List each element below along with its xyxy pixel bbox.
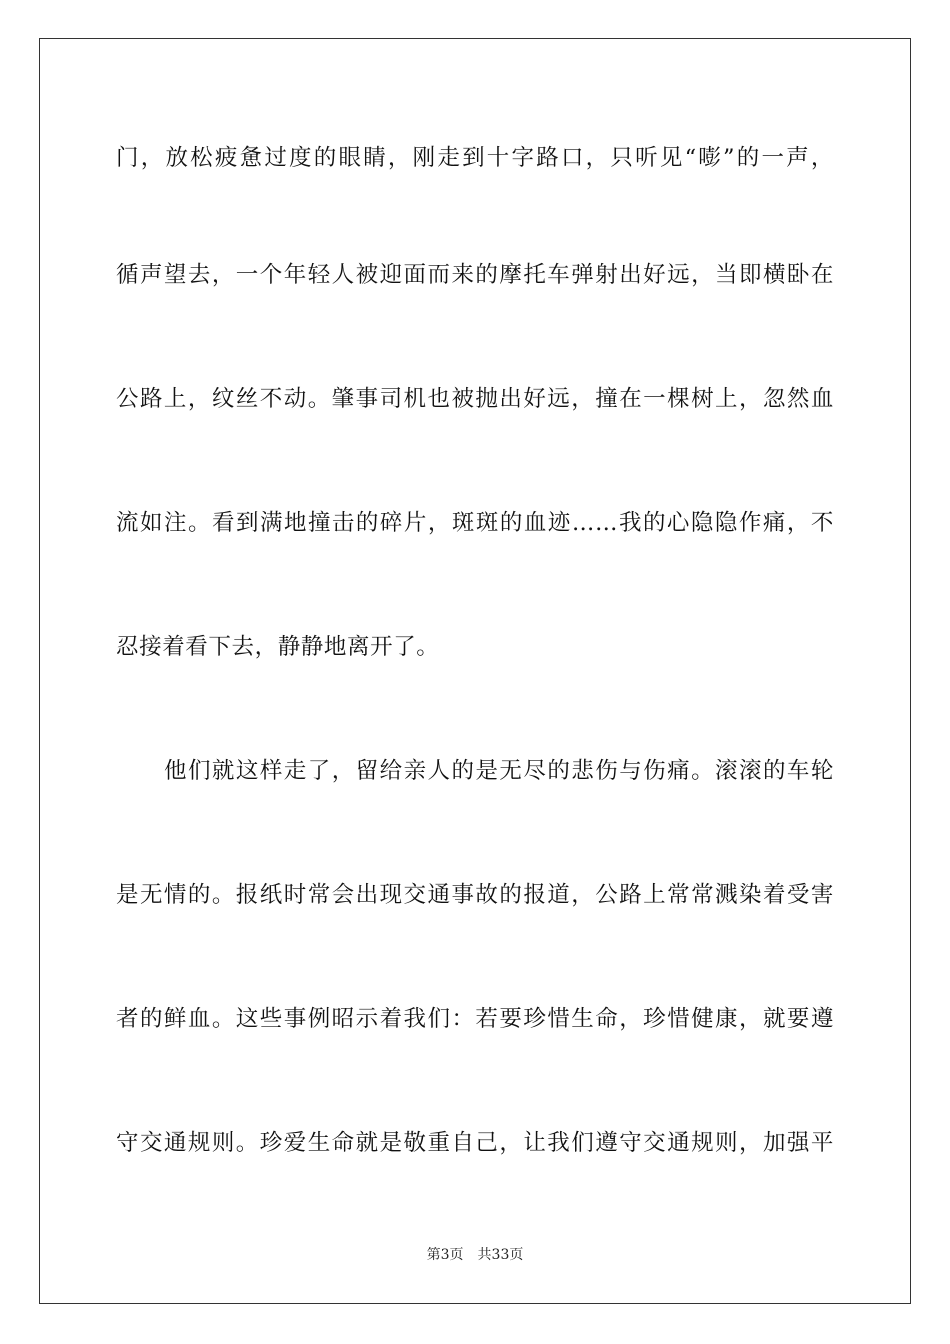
body-line-5: 忍接着看下去，静静地离开了。 bbox=[116, 634, 440, 660]
paragraph-2-line-4: 守交通规则。珍爱生命就是敬重自己，让我们遵守交通规则，加强平 bbox=[116, 1130, 834, 1156]
body-line-2: 循声望去，一个年轻人被迎面而来的摩托车弹射出好远，当即横卧在 bbox=[116, 262, 834, 288]
paragraph-2-line-2: 是无情的。报纸时常会出现交通事故的报道，公路上常常溅染着受害 bbox=[116, 882, 834, 908]
body-line-1: 门，放松疲惫过度的眼睛，刚走到十字路口，只听见“嘭”的一声， bbox=[116, 145, 834, 171]
body-line-4: 流如注。看到满地撞击的碎片，斑斑的血迹……我的心隐隐作痛，不 bbox=[116, 510, 834, 536]
page-frame bbox=[39, 38, 911, 1304]
paragraph-2-line-3: 者的鲜血。这些事例昭示着我们：若要珍惜生命，珍惜健康，就要遵 bbox=[116, 1006, 834, 1032]
body-line-3: 公路上，纹丝不动。肇事司机也被抛出好远，撞在一棵树上，忽然血 bbox=[116, 386, 834, 412]
page-number-footer: 第3页 共33页 bbox=[426, 1247, 524, 1263]
paragraph-2-line-1: 他们就这样走了，留给亲人的是无尽的悲伤与伤痛。滚滚的车轮 bbox=[164, 758, 834, 784]
